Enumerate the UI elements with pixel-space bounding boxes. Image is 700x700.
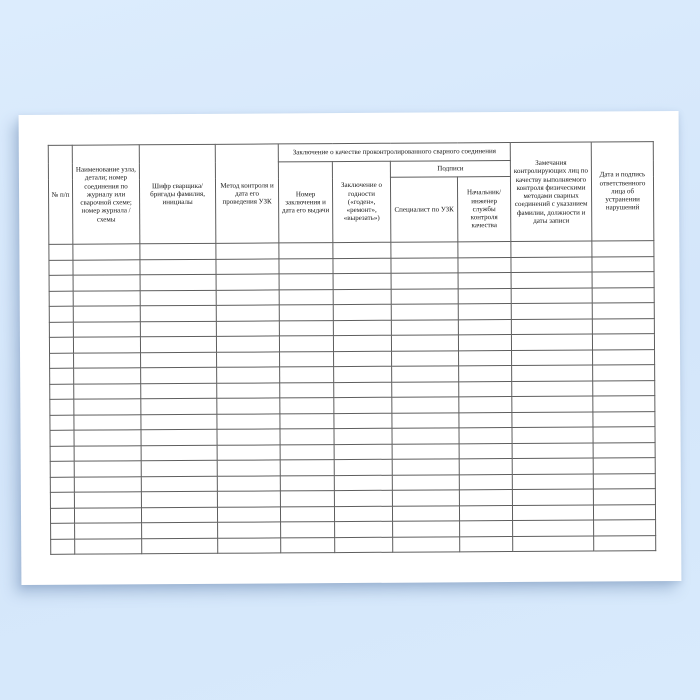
empty-cell [593,458,655,474]
empty-cell [512,458,593,474]
empty-cell [140,274,216,290]
empty-cell [49,322,73,338]
empty-cell [217,460,280,476]
empty-cell [279,320,333,336]
empty-cell [140,259,216,275]
header-row-1 [48,142,653,164]
empty-cell [279,243,333,259]
empty-cell [512,365,593,381]
empty-cell [217,367,280,383]
col-header-inspector-remarks: Замечания контролирующих лиц по качеству выполняемого контроля физическими методами сварных соединений с указанием фамилии, должности и даты записи [510,142,592,241]
empty-cell [333,273,391,289]
paper-sheet [19,111,682,585]
empty-cell [140,243,216,259]
empty-cell [217,351,280,367]
empty-cell [73,244,140,260]
empty-cell [594,520,656,536]
empty-cell [593,411,655,427]
empty-cell [458,242,511,258]
empty-cell [50,399,74,415]
empty-cell [74,399,141,415]
empty-cell [73,259,140,275]
col-header-fix-date-signature: Дата и подпись ответственного лица об устранении нарушений [591,142,654,241]
empty-cell [391,257,458,273]
table-header [48,142,654,245]
empty-cell [217,506,280,522]
empty-cell [593,473,655,489]
empty-cell [512,381,593,397]
empty-cell [279,305,333,321]
empty-cell [334,428,392,444]
empty-cell [50,492,74,508]
empty-cell [458,304,511,320]
empty-cell [593,442,655,458]
empty-cell [459,474,512,490]
col-header-uzk-specialist: Специалист по УЗК [390,177,457,242]
empty-cell [49,337,73,353]
empty-cell [511,319,592,335]
empty-cell [459,459,512,475]
empty-cell [142,538,218,554]
empty-cell [393,536,460,552]
empty-cell [141,507,217,523]
empty-cell [458,335,511,351]
empty-cell [511,257,592,273]
empty-cell [392,428,459,444]
empty-cell [280,382,334,398]
empty-cell [333,320,391,336]
empty-cell [592,256,654,272]
empty-cell [334,351,392,367]
empty-cell [592,318,654,334]
empty-cell [216,320,279,336]
empty-cell [141,398,217,414]
empty-cell [460,521,513,537]
empty-cell [73,290,140,306]
empty-cell [217,382,280,398]
empty-cell [512,505,593,521]
empty-cell [216,336,279,352]
empty-cell [333,289,391,305]
empty-cell [73,275,140,291]
empty-cell [50,368,74,384]
empty-cell [279,336,333,352]
empty-cell [392,381,459,397]
empty-cell [142,522,218,538]
empty-cell [392,366,459,382]
empty-cell [49,244,73,260]
empty-cell [141,414,217,430]
empty-cell [512,489,593,505]
empty-cell [460,536,513,552]
empty-cell [217,413,280,429]
empty-cell [459,443,512,459]
empty-cell [392,490,459,506]
empty-cell [512,427,593,443]
empty-cell [74,445,141,461]
empty-cell [280,429,334,445]
group-header-signatures: Подписи [390,161,510,178]
empty-cell [459,350,512,366]
empty-cell [73,337,140,353]
empty-cell [141,367,217,383]
empty-cell [50,415,74,431]
empty-cell [280,398,334,414]
empty-cell [334,490,392,506]
empty-cell [280,444,334,460]
empty-cell [393,521,460,537]
group-header-quality-conclusion: Заключение о качестве проконтролированного сварного соединения [278,143,510,162]
empty-cell [392,412,459,428]
empty-cell [458,288,511,304]
empty-cell [50,353,74,369]
empty-cell [391,273,458,289]
empty-cell [279,274,333,290]
empty-cell [50,384,74,400]
empty-cell [50,446,74,462]
empty-cell [218,522,281,538]
empty-cell [280,413,334,429]
empty-cell [49,260,73,276]
empty-cell [335,521,393,537]
empty-cell [334,475,392,491]
empty-cell [216,243,279,259]
empty-cell [74,476,141,492]
empty-cell [141,429,217,445]
empty-cell [512,474,593,490]
empty-cell [280,351,334,367]
empty-cell [140,336,216,352]
empty-cell [459,505,512,521]
empty-cell [458,319,511,335]
empty-cell [74,430,141,446]
empty-cell [280,506,334,522]
empty-cell [50,477,74,493]
empty-cell [511,272,592,288]
empty-cell [281,522,335,538]
empty-cell [50,430,74,446]
empty-cell [592,287,654,303]
empty-cell [333,304,391,320]
empty-cell [459,381,512,397]
empty-cell [334,459,392,475]
empty-cell [75,538,142,554]
empty-cell [512,412,593,428]
empty-cell [217,491,280,507]
empty-cell [216,258,279,274]
empty-cell [75,523,142,539]
empty-cell [391,242,458,258]
empty-cell [216,274,279,290]
empty-cell [279,258,333,274]
empty-cell [392,459,459,475]
empty-cell [281,537,335,553]
empty-cell [141,383,217,399]
empty-cell [593,365,655,381]
empty-cell [50,508,74,524]
empty-cell [334,382,392,398]
empty-cell [392,443,459,459]
col-header-serial-number: № п/п [48,145,73,244]
empty-cell [74,507,141,523]
empty-cell [333,335,391,351]
empty-cell [592,272,654,288]
empty-cell [73,321,140,337]
empty-cell [459,397,512,413]
empty-cell [333,258,391,274]
empty-cell [280,367,334,383]
empty-cell [49,291,73,307]
empty-cell [334,506,392,522]
empty-cell [49,306,73,322]
empty-cell [392,505,459,521]
empty-cell [593,349,655,365]
empty-cell [216,289,279,305]
empty-cell [334,366,392,382]
empty-cell [391,335,458,351]
empty-cell [280,491,334,507]
empty-cell [51,523,75,539]
empty-cell [74,414,141,430]
empty-cell [593,504,655,520]
col-header-unit-name: Наименование узла, детали; номер соединения по журналу или сварочной схеме; номер журнала /схемы [72,145,140,244]
empty-cell [73,306,140,322]
empty-cell [594,535,656,551]
empty-cell [217,475,280,491]
empty-cell [334,397,392,413]
empty-cell [458,273,511,289]
empty-cell [592,303,654,319]
empty-cell [280,475,334,491]
empty-cell [333,242,391,258]
empty-cell [593,427,655,443]
table-row [51,535,656,554]
empty-cell [512,396,593,412]
table-body [49,241,656,555]
empty-cell [140,305,216,321]
empty-cell [511,241,592,257]
empty-cell [141,445,217,461]
col-header-conclusion-number: Номер заключения и дата его выдачи [278,162,332,243]
empty-cell [140,290,216,306]
empty-cell [74,368,141,384]
empty-cell [458,257,511,273]
empty-cell [141,460,217,476]
empty-cell [74,383,141,399]
empty-cell [140,321,216,337]
empty-cell [280,460,334,476]
empty-cell [217,429,280,445]
empty-cell [74,461,141,477]
empty-cell [50,461,74,477]
empty-cell [459,490,512,506]
empty-cell [512,443,593,459]
empty-cell [279,289,333,305]
empty-cell [391,304,458,320]
col-header-control-method: Метод контроля и дата его проведения УЗК [215,144,279,243]
empty-cell [334,444,392,460]
empty-cell [217,444,280,460]
empty-cell [593,396,655,412]
empty-cell [141,352,217,368]
empty-cell [593,489,655,505]
empty-cell [335,537,393,553]
empty-cell [391,319,458,335]
empty-cell [74,352,141,368]
empty-cell [141,476,217,492]
col-header-welder-code: Шифр сварщика/бригады фамилия, инициалы [139,144,216,243]
empty-cell [49,275,73,291]
empty-cell [74,492,141,508]
empty-cell [513,520,594,536]
empty-cell [459,412,512,428]
empty-cell [392,397,459,413]
empty-cell [392,350,459,366]
col-header-fitness-conclusion: Заключение о годности («годен», «ремонт», «вырезать») [332,161,390,242]
uzk-weld-quality-journal-table [48,141,657,555]
empty-cell [141,491,217,507]
empty-cell [511,303,592,319]
empty-cell [217,398,280,414]
empty-cell [512,350,593,366]
empty-cell [51,539,75,555]
empty-cell [459,366,512,382]
empty-cell [593,380,655,396]
empty-cell [218,537,281,553]
empty-cell [216,305,279,321]
empty-cell [592,334,654,350]
empty-cell [334,413,392,429]
empty-cell [511,288,592,304]
empty-cell [513,536,594,552]
empty-cell [459,428,512,444]
empty-cell [392,474,459,490]
empty-cell [592,241,654,257]
col-header-quality-chief: Начальник/ инженер службы контроля качества [457,177,510,242]
empty-cell [511,334,592,350]
empty-cell [391,288,458,304]
